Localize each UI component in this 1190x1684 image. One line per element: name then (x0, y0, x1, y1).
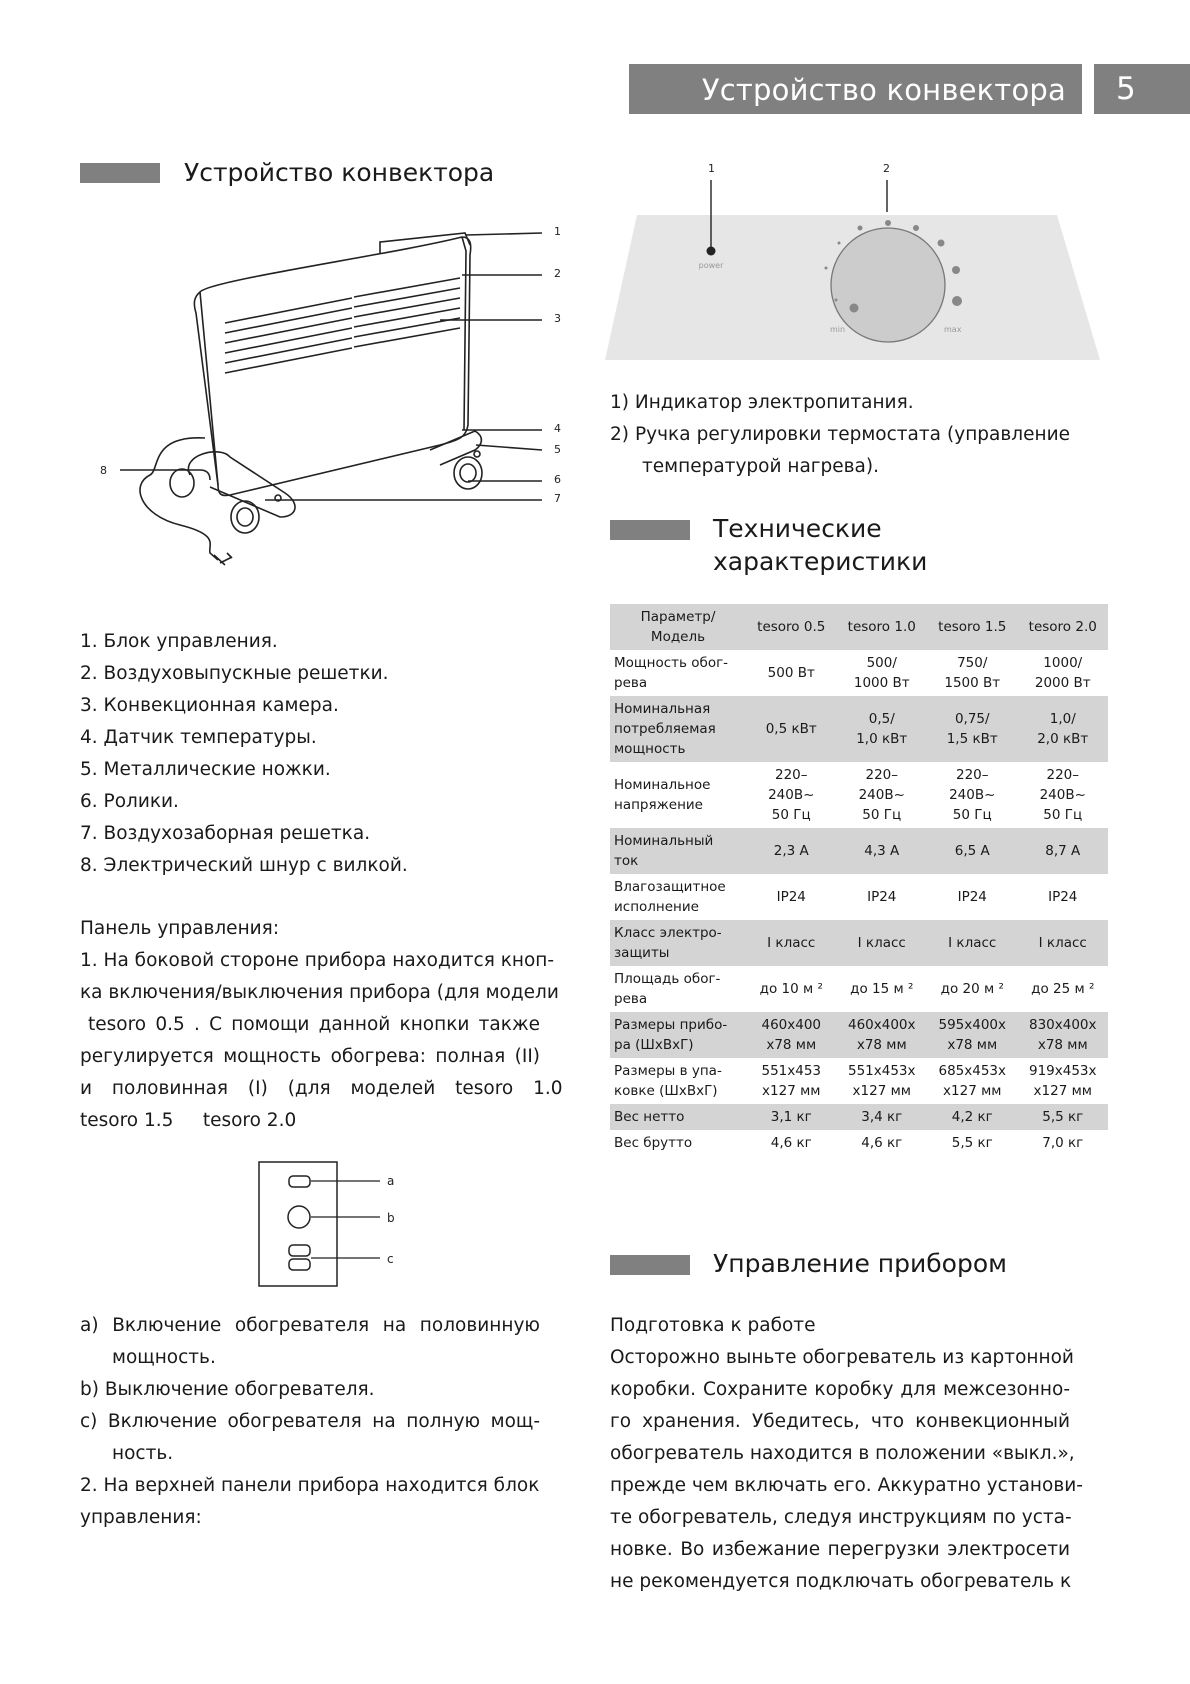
table-cell: 4,6 кг (861, 1135, 903, 1151)
list-item: 2. Воздуховыпускные решетки. (80, 663, 389, 684)
table-cell: 3,4 кг (837, 1104, 928, 1130)
paragraph-line: те обогреватель, следуя инструкциям по уста- (610, 1507, 1072, 1528)
section-marker (610, 1255, 690, 1275)
label-a: a (387, 1174, 395, 1188)
table-cell: 685x453x x127 мм (938, 1063, 1006, 1099)
table-cell: 460x400x x78 мм (837, 1012, 928, 1058)
min-label: min (830, 325, 846, 334)
callout-4: 4 (554, 422, 561, 435)
table-cell: 830x400x x78 мм (1018, 1012, 1109, 1058)
table-cell: 4,2 кг (927, 1104, 1018, 1130)
paragraph-line: го хранения. Убедитесь, что конвекционный (610, 1411, 1070, 1432)
control-panel-title: Панель управления: (80, 918, 280, 939)
table-row (610, 1012, 1108, 1058)
paragraph-line: и половинная (I) (для моделей tesoro 1.0 (80, 1078, 563, 1099)
option-item: a) Включение обогревателя на половинную (80, 1315, 540, 1336)
half-power-button-shape (289, 1176, 310, 1187)
table-cell: I класс (746, 920, 837, 966)
option-item: мощность. (112, 1347, 216, 1368)
table-cell: Класс электро- защиты (610, 920, 746, 966)
header-title: Устройство конвектора (701, 73, 1066, 107)
list-item: 2) Ручка регулировки термостата (управление (610, 424, 1070, 445)
callout-1: 1 (554, 225, 561, 238)
table-cell: 220– 240В~ 50 Гц (858, 767, 905, 823)
option-item: b) Выключение обогревателя. (80, 1379, 375, 1400)
table-cell: 551x453x x127 мм (847, 1063, 916, 1099)
paragraph-line: прежде чем включать его. Аккуратно установи- (610, 1475, 1083, 1496)
table-cell: 595x400x x78 мм (927, 1012, 1018, 1058)
operation-subtitle: Подготовка к работе (610, 1315, 816, 1336)
table-cell: до 20 м ² (940, 981, 1004, 997)
table-cell: 220– 240В~ 50 Гц (949, 767, 996, 823)
callout-7: 7 (554, 492, 561, 505)
callout-8: 8 (100, 464, 107, 477)
table-cell: 220– 240В~ 50 Гц (768, 767, 815, 823)
label-b: b (387, 1211, 395, 1225)
convector-diagram (90, 225, 570, 605)
table-row (610, 1058, 1108, 1104)
table-cell: 8,7 А (1018, 828, 1109, 874)
table-cell: tesoro 1.0 (837, 604, 928, 650)
table-cell: IP24 (957, 889, 987, 905)
callout-6: 6 (554, 473, 561, 486)
power-indicator-icon (707, 247, 716, 256)
table-row (610, 1104, 1108, 1130)
table-cell: Размеры в упа- ковке (ШхВхГ) (614, 1063, 722, 1099)
off-button-shape (288, 1206, 310, 1228)
table-cell: I класс (927, 920, 1018, 966)
paragraph-line: 2. На верхней панели прибора находится блок (80, 1475, 540, 1496)
table-cell: 1,0/ 2,0 кВт (1018, 696, 1109, 762)
full-power-button-shape (289, 1259, 310, 1270)
table-cell: tesoro 2.0 (1018, 604, 1109, 650)
paragraph-line: управления: (80, 1507, 202, 1528)
paragraph-line: обогреватель находится в положении «выкл.», (610, 1443, 1075, 1464)
table-cell: 220– 240В~ 50 Гц (1039, 767, 1086, 823)
section-marker (80, 163, 160, 183)
specs-title-line2: характеристики (713, 547, 928, 576)
specs-title-line1: Технические (713, 514, 882, 543)
header-bar (629, 64, 1082, 114)
table-cell: tesoro 0.5 (746, 604, 837, 650)
list-item: 1. Блок управления. (80, 631, 278, 652)
table-cell: 3,1 кг (746, 1104, 837, 1130)
list-item: 5. Металлические ножки. (80, 759, 331, 780)
list-item: 3. Конвекционная камера. (80, 695, 339, 716)
top-panel-items (610, 387, 1070, 483)
control-panel-paragraph (80, 945, 563, 1137)
paragraph-line: новке. Во избежание перегрузки электросети (610, 1539, 1070, 1560)
table-cell: Влагозащитное исполнение (614, 879, 726, 915)
table-cell: I класс (837, 920, 928, 966)
table-row (610, 920, 1108, 966)
table-row (610, 1130, 1108, 1156)
table-cell: Площадь обог- рева (614, 971, 721, 1007)
table-cell: 0,75/ 1,5 кВт (927, 696, 1018, 762)
label-c: c (387, 1252, 394, 1266)
table-cell: IP24 (1048, 889, 1078, 905)
side-buttons-diagram (255, 1160, 415, 1290)
table-row (610, 966, 1108, 1012)
callout-5: 5 (554, 443, 561, 456)
table-cell: tesoro 1.5 (927, 604, 1018, 650)
table-cell: 500/ 1000 Вт (853, 655, 910, 691)
table-cell: 6,5 А (927, 828, 1018, 874)
callout-3: 3 (554, 312, 561, 325)
list-item: 4. Датчик температуры. (80, 727, 317, 748)
table-row (610, 762, 1108, 828)
panel-callout-2: 2 (883, 162, 890, 175)
table-cell: Номинальная потребляемая мощность (610, 696, 746, 762)
list-item: 7. Воздухозаборная решетка. (80, 823, 371, 844)
table-cell: IP24 (867, 889, 897, 905)
thermostat-knob[interactable] (831, 228, 945, 342)
option-item: c) Включение обогревателя на полную мощ- (80, 1411, 540, 1432)
table-row (610, 874, 1108, 920)
paragraph-line: tesoro 1.5 tesoro 2.0 (80, 1110, 297, 1131)
paragraph-line: ка включения/выключения прибора (для модели (80, 982, 559, 1003)
table-row (610, 650, 1108, 696)
table-cell: Вес брутто (614, 1135, 693, 1151)
table-cell: Мощность обог- рева (614, 655, 729, 691)
paragraph-line: tesoro 0.5 . С помощи данной кнопки также (88, 1014, 540, 1035)
table-cell: IP24 (776, 889, 806, 905)
table-cell: 0,5/ 1,0 кВт (837, 696, 928, 762)
page-number: 5 (1094, 64, 1190, 114)
operation-paragraph (610, 1342, 1083, 1598)
paragraph-line: не рекомендуется подключать обогреватель к (610, 1571, 1072, 1592)
button-options (80, 1310, 540, 1534)
table-row (610, 696, 1108, 762)
table-cell: 750/ 1500 Вт (944, 655, 1001, 691)
paragraph-line: регулируется мощность обогрева: полная (II) (80, 1046, 540, 1067)
option-item: ность. (112, 1443, 174, 1464)
table-cell: 4,6 кг (770, 1135, 812, 1151)
operation-section-title: Управление прибором (713, 1249, 1007, 1278)
top-control-panel-diagram (605, 160, 1105, 360)
table-cell: до 15 м ² (850, 981, 914, 997)
parts-list (80, 626, 408, 882)
max-label: max (944, 325, 962, 334)
table-cell: 5,5 кг (951, 1135, 993, 1151)
table-cell: Вес нетто (610, 1104, 746, 1130)
table-cell: 460x400 x78 мм (746, 1012, 837, 1058)
list-item: 6. Ролики. (80, 791, 179, 812)
panel-callout-1: 1 (708, 162, 715, 175)
device-section-title: Устройство конвектора (184, 158, 495, 187)
paragraph-line: Осторожно выньте обогреватель из картонной (610, 1347, 1074, 1368)
table-cell: Размеры прибо- ра (ШхВхГ) (610, 1012, 746, 1058)
table-cell: Номинальный ток (610, 828, 746, 874)
callout-2: 2 (554, 267, 561, 280)
table-cell: 500 Вт (767, 665, 815, 681)
list-item: 8. Электрический шнур с вилкой. (80, 855, 408, 876)
table-cell: 7,0 кг (1042, 1135, 1084, 1151)
table-cell: 551x453 x127 мм (761, 1063, 822, 1099)
table-cell: 0,5 кВт (746, 696, 837, 762)
table-cell: Номинальное напряжение (614, 777, 711, 813)
power-label: power (698, 261, 724, 270)
table-cell: Параметр/ Модель (610, 604, 746, 650)
list-item: температурой нагрева). (642, 456, 879, 477)
table-cell: 1000/ 2000 Вт (1034, 655, 1091, 691)
specs-table (610, 604, 1108, 1156)
table-cell: до 25 м ² (1031, 981, 1095, 997)
table-cell: 4,3 А (837, 828, 928, 874)
table-cell: I класс (1018, 920, 1109, 966)
table-cell: 2,3 А (746, 828, 837, 874)
table-header-row (610, 604, 1108, 650)
paragraph-line: 1. На боковой стороне прибора находится кноп- (80, 950, 555, 971)
knob-pointer-icon (850, 304, 859, 313)
paragraph-line: коробки. Сохраните коробку для межсезонно- (610, 1379, 1070, 1400)
table-cell: 919x453x x127 мм (1028, 1063, 1097, 1099)
section-marker (610, 520, 690, 540)
table-cell: до 10 м ² (759, 981, 823, 997)
table-cell: 5,5 кг (1018, 1104, 1109, 1130)
table-row (610, 828, 1108, 874)
list-item: 1) Индикатор электропитания. (610, 392, 914, 413)
